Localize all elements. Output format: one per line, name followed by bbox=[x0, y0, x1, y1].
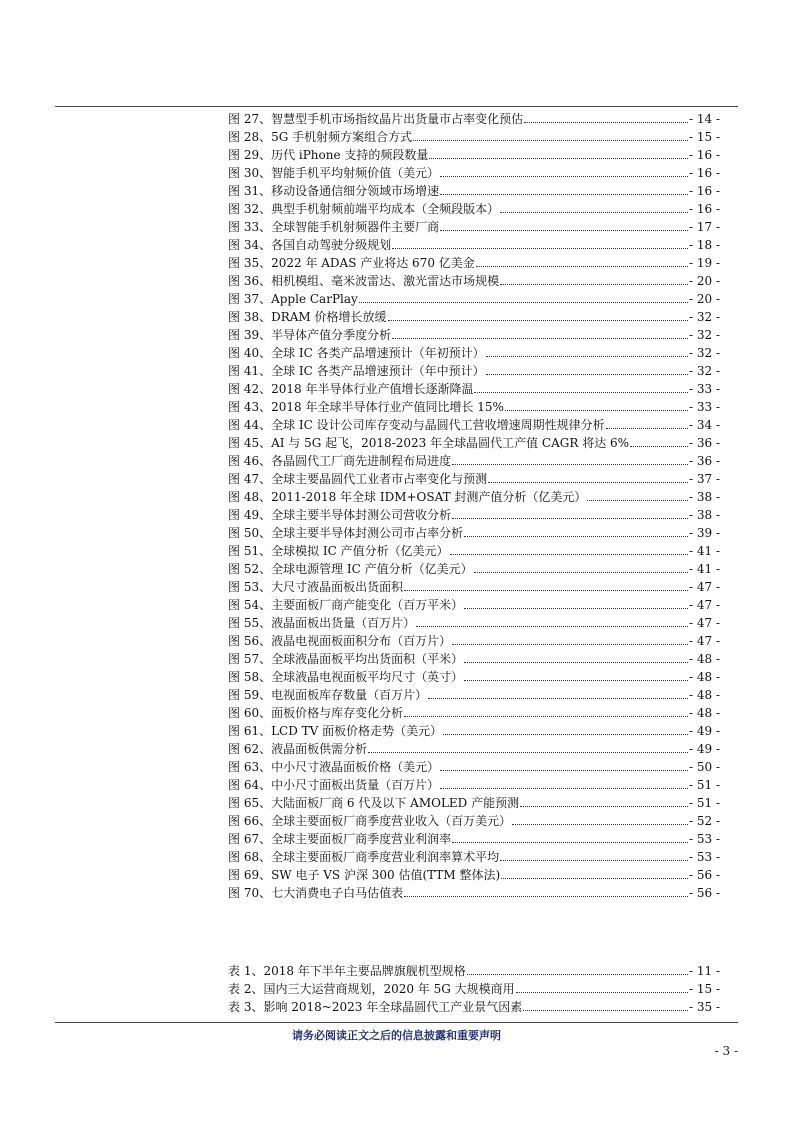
footer-rule bbox=[55, 1022, 738, 1023]
dot-leader bbox=[523, 1007, 688, 1011]
figure-toc-entry-title: 图 31、移动设备通信细分领域市场增速 bbox=[228, 184, 440, 198]
figure-toc-entry-title: 图 42、2018 年半导体行业产值增长逐渐降温 bbox=[228, 382, 474, 396]
figure-toc-entry[interactable] bbox=[228, 702, 720, 720]
figure-toc-entry-title: 图 49、全球主要半导体封测公司营收分析 bbox=[228, 508, 452, 522]
figure-toc-entry[interactable] bbox=[228, 630, 720, 648]
figure-toc-entry-page: - 48 - bbox=[688, 706, 720, 720]
figure-toc-entry[interactable] bbox=[228, 450, 720, 468]
table-toc-entry[interactable] bbox=[228, 978, 720, 996]
dot-leader bbox=[440, 191, 688, 195]
figure-toc-entry[interactable] bbox=[228, 342, 720, 360]
dot-leader bbox=[520, 803, 688, 807]
table-toc-entry-page: - 11 - bbox=[688, 964, 720, 978]
figure-toc-entry[interactable] bbox=[228, 216, 720, 234]
figure-toc-entry-page: - 32 - bbox=[688, 346, 720, 360]
figure-toc-entry-page: - 48 - bbox=[688, 652, 720, 666]
figure-toc-entry-title: 图 46、各晶圆代工厂商先进制程布局进度 bbox=[228, 454, 452, 468]
figure-toc-entry-title: 图 36、相机模组、毫米波雷达、激光雷达市场规模 bbox=[228, 274, 500, 288]
dot-leader bbox=[500, 209, 688, 213]
dot-leader bbox=[440, 227, 688, 231]
table-index-list bbox=[228, 960, 720, 1014]
dot-leader bbox=[452, 461, 688, 465]
figure-toc-entry-page: - 36 - bbox=[688, 454, 720, 468]
figure-toc-entry-page: - 56 - bbox=[688, 868, 720, 882]
figure-toc-entry-title: 图 38、DRAM 价格增长放缓 bbox=[228, 310, 387, 324]
figure-toc-entry-page: - 33 - bbox=[688, 400, 720, 414]
dot-leader bbox=[587, 497, 688, 501]
figure-toc-entry-page: - 19 - bbox=[688, 256, 720, 270]
figure-toc-entry[interactable] bbox=[228, 792, 720, 810]
figure-toc-entry[interactable] bbox=[228, 882, 720, 900]
figure-toc-entry-title: 图 39、半导体产值分季度分析 bbox=[228, 328, 392, 342]
figure-toc-entry-page: - 41 - bbox=[688, 544, 720, 558]
figure-toc-entry-page: - 16 - bbox=[688, 184, 720, 198]
dot-leader bbox=[359, 299, 688, 303]
dot-leader bbox=[486, 353, 688, 357]
figure-toc-entry-page: - 39 - bbox=[688, 526, 720, 540]
figure-toc-entry-page: - 37 - bbox=[688, 472, 720, 486]
figure-toc-entry[interactable] bbox=[228, 756, 720, 774]
figure-toc-entry-page: - 38 - bbox=[688, 508, 720, 522]
figure-toc-entry-title: 图 48、2011-2018 年全球 IDM+OSAT 封测产值分析（亿美元） bbox=[228, 490, 587, 504]
figure-toc-entry-title: 图 66、全球主要面板厂商季度营业收入（百万美元） bbox=[228, 814, 512, 828]
figure-toc-entry[interactable] bbox=[228, 126, 720, 144]
figure-toc-entry-title: 图 58、全球液晶电视面板平均尺寸（英寸） bbox=[228, 670, 464, 684]
figure-toc-entry[interactable] bbox=[228, 648, 720, 666]
figure-toc-entry-page: - 17 - bbox=[688, 220, 720, 234]
figure-toc-entry-title: 图 55、液晶面板出货量（百万片） bbox=[228, 616, 416, 630]
dot-leader bbox=[392, 245, 688, 249]
figure-toc-entry-title: 图 50、全球主要半导体封测公司市占率分析 bbox=[228, 526, 464, 540]
dot-leader bbox=[500, 281, 688, 285]
table-toc-entry-title: 表 3、影响 2018~2023 年全球晶圆代工产业景气因素 bbox=[228, 1000, 523, 1014]
figure-toc-entry-page: - 47 - bbox=[688, 634, 720, 648]
figure-toc-entry[interactable] bbox=[228, 594, 720, 612]
page-number: - 3 - bbox=[714, 1044, 738, 1058]
figure-toc-entry[interactable] bbox=[228, 666, 720, 684]
figure-toc-entry-title: 图 70、七大消费电子白马估值表 bbox=[228, 886, 404, 900]
figure-toc-entry[interactable] bbox=[228, 378, 720, 396]
figure-toc-entry-title: 图 68、全球主要面板厂商季度营业利润率算术平均 bbox=[228, 850, 500, 864]
figure-toc-entry[interactable] bbox=[228, 252, 720, 270]
dot-leader bbox=[413, 137, 688, 141]
figure-toc-entry-title: 图 57、全球液晶面板平均出货面积（平米） bbox=[228, 652, 464, 666]
figure-toc-entry[interactable] bbox=[228, 360, 720, 378]
figure-toc-entry[interactable] bbox=[228, 324, 720, 342]
figure-toc-entry-page: - 53 - bbox=[688, 832, 720, 846]
figure-toc-entry[interactable] bbox=[228, 828, 720, 846]
figure-toc-entry[interactable] bbox=[228, 180, 720, 198]
figure-toc-entry[interactable] bbox=[228, 270, 720, 288]
figure-toc-entry[interactable] bbox=[228, 540, 720, 558]
table-toc-entry-page: - 35 - bbox=[688, 1000, 720, 1014]
figure-toc-entry[interactable] bbox=[228, 396, 720, 414]
dot-leader bbox=[474, 389, 688, 393]
figure-toc-entry-title: 图 56、液晶电视面板面积分布（百万片） bbox=[228, 634, 452, 648]
dot-leader bbox=[464, 659, 688, 663]
figure-toc-entry-page: - 34 - bbox=[688, 418, 720, 432]
figure-toc-entry[interactable] bbox=[228, 504, 720, 522]
dot-leader bbox=[476, 263, 688, 267]
table-toc-entry-page: - 15 - bbox=[688, 982, 720, 996]
dot-leader bbox=[368, 749, 688, 753]
dot-leader bbox=[392, 335, 688, 339]
figure-toc-entry-page: - 16 - bbox=[688, 166, 720, 180]
figure-toc-entry-title: 图 44、全球 IC 设计公司库存变动与晶圆代工营收增速周期性规律分析 bbox=[228, 418, 605, 432]
figure-toc-entry[interactable] bbox=[228, 108, 720, 126]
figure-toc-entry-title: 图 67、全球主要面板厂商季度营业利润率 bbox=[228, 832, 452, 846]
figure-toc-entry-title: 图 43、2018 年全球半导体行业产值同比增长 15% bbox=[228, 400, 504, 414]
figure-toc-entry-title: 图 32、典型手机射频前端平均成本（全频段版本） bbox=[228, 202, 500, 216]
dot-leader bbox=[524, 119, 688, 123]
figure-toc-entry-title: 图 59、电视面板库存数量（百万片） bbox=[228, 688, 428, 702]
figure-toc-entry-title: 图 60、面板价格与库存变化分析 bbox=[228, 706, 404, 720]
figure-toc-entry[interactable] bbox=[228, 486, 720, 504]
figure-toc-entry[interactable] bbox=[228, 198, 720, 216]
dot-leader bbox=[516, 989, 688, 993]
figure-toc-entry-page: - 47 - bbox=[688, 598, 720, 612]
dot-leader bbox=[486, 371, 688, 375]
dot-leader bbox=[428, 695, 688, 699]
dot-leader bbox=[404, 893, 688, 897]
figure-toc-entry-title: 图 35、2022 年 ADAS 产业将达 670 亿美金 bbox=[228, 256, 475, 270]
figure-toc-entry-page: - 49 - bbox=[688, 742, 720, 756]
dot-leader bbox=[440, 173, 688, 177]
dot-leader bbox=[443, 731, 688, 735]
figure-toc-entry[interactable] bbox=[228, 144, 720, 162]
dot-leader bbox=[505, 407, 688, 411]
figure-toc-entry-title: 图 40、全球 IC 各类产品增速预计（年初预计） bbox=[228, 346, 485, 360]
table-toc-entry-title: 表 2、国内三大运营商规划，2020 年 5G 大规模商用 bbox=[228, 982, 515, 996]
figure-toc-entry-page: - 50 - bbox=[688, 760, 720, 774]
figure-toc-entry[interactable] bbox=[228, 774, 720, 792]
figure-toc-entry-page: - 47 - bbox=[688, 616, 720, 630]
dot-leader bbox=[440, 767, 688, 771]
figure-toc-entry[interactable] bbox=[228, 306, 720, 324]
figure-toc-entry-page: - 33 - bbox=[688, 382, 720, 396]
dot-leader bbox=[416, 623, 688, 627]
figure-index-list bbox=[228, 108, 720, 900]
table-toc-entry-title: 表 1、2018 年下半年主要品牌旗舰机型规格 bbox=[228, 964, 466, 978]
disclaimer-notice: 请务必阅读正文之后的信息披露和重要声明 bbox=[292, 1029, 501, 1042]
figure-toc-entry[interactable] bbox=[228, 468, 720, 486]
dot-leader bbox=[452, 515, 688, 519]
figure-toc-entry-page: - 53 - bbox=[688, 850, 720, 864]
figure-toc-entry-page: - 56 - bbox=[688, 886, 720, 900]
figure-toc-entry-title: 图 63、中小尺寸液晶面板价格（美元） bbox=[228, 760, 440, 774]
figure-toc-entry-title: 图 52、全球电源管理 IC 产值分析（亿美元） bbox=[228, 562, 473, 576]
figure-toc-entry[interactable] bbox=[228, 684, 720, 702]
figure-toc-entry-page: - 51 - bbox=[688, 778, 720, 792]
figure-toc-entry[interactable] bbox=[228, 558, 720, 576]
dot-leader bbox=[452, 641, 688, 645]
dot-leader bbox=[464, 677, 688, 681]
figure-toc-entry-page: - 47 - bbox=[688, 580, 720, 594]
figure-toc-entry[interactable] bbox=[228, 432, 720, 450]
figure-toc-entry[interactable] bbox=[228, 738, 720, 756]
figure-toc-entry-page: - 51 - bbox=[688, 796, 720, 810]
dot-leader bbox=[474, 569, 688, 573]
figure-toc-entry-title: 图 61、LCD TV 面板价格走势（美元） bbox=[228, 724, 443, 738]
dot-leader bbox=[388, 317, 688, 321]
figure-toc-entry-page: - 16 - bbox=[688, 148, 720, 162]
figure-toc-entry-page: - 18 - bbox=[688, 238, 720, 252]
figure-toc-entry-page: - 52 - bbox=[688, 814, 720, 828]
figure-toc-entry-title: 图 64、中小尺寸面板出货量（百万片） bbox=[228, 778, 440, 792]
figure-toc-entry-title: 图 33、全球智能手机射频器件主要厂商 bbox=[228, 220, 440, 234]
figure-toc-entry-title: 图 28、5G 手机射频方案组合方式 bbox=[228, 130, 413, 144]
figure-toc-entry[interactable] bbox=[228, 162, 720, 180]
figure-toc-entry-title: 图 37、Apple CarPlay bbox=[228, 292, 358, 306]
figure-toc-entry-page: - 48 - bbox=[688, 688, 720, 702]
figure-toc-entry-page: - 41 - bbox=[688, 562, 720, 576]
dot-leader bbox=[404, 587, 688, 591]
dot-leader bbox=[500, 857, 688, 861]
figure-toc-entry-title: 图 53、大尺寸液晶面板出货面积 bbox=[228, 580, 404, 594]
dot-leader bbox=[606, 425, 688, 429]
dot-leader bbox=[464, 605, 688, 609]
figure-toc-entry-title: 图 41、全球 IC 各类产品增速预计（年中预计） bbox=[228, 364, 485, 378]
dot-leader bbox=[488, 479, 688, 483]
dot-leader bbox=[464, 533, 688, 537]
figure-toc-entry-title: 图 54、主要面板厂商产能变化（百万平米） bbox=[228, 598, 464, 612]
figure-toc-entry-title: 图 51、全球模拟 IC 产值分析（亿美元） bbox=[228, 544, 449, 558]
figure-toc-entry-page: - 49 - bbox=[688, 724, 720, 738]
table-toc-entry[interactable] bbox=[228, 996, 720, 1014]
dot-leader bbox=[630, 443, 688, 447]
table-toc-entry[interactable] bbox=[228, 960, 720, 978]
figure-toc-entry-page: - 32 - bbox=[688, 310, 720, 324]
figure-toc-entry-title: 图 29、历代 iPhone 支持的频段数量 bbox=[228, 148, 429, 162]
figure-toc-entry-title: 图 30、智能手机平均射频价值（美元） bbox=[228, 166, 440, 180]
figure-toc-entry-page: - 32 - bbox=[688, 364, 720, 378]
figure-toc-entry[interactable] bbox=[228, 720, 720, 738]
dot-leader bbox=[429, 155, 688, 159]
figure-toc-entry-page: - 15 - bbox=[688, 130, 720, 144]
figure-toc-entry-page: - 48 - bbox=[688, 670, 720, 684]
figure-toc-entry-page: - 20 - bbox=[688, 292, 720, 306]
figure-toc-entry-title: 图 27、智慧型手机市场指纹晶片出货量市占率变化预估 bbox=[228, 112, 524, 126]
dot-leader bbox=[467, 971, 688, 975]
figure-toc-entry-page: - 14 - bbox=[688, 112, 720, 126]
figure-toc-entry[interactable] bbox=[228, 522, 720, 540]
figure-toc-entry[interactable] bbox=[228, 864, 720, 882]
figure-toc-entry-page: - 16 - bbox=[688, 202, 720, 216]
figure-toc-entry-title: 图 45、AI 与 5G 起飞，2018-2023 年全球晶圆代工产值 CAGR 将达 6% bbox=[228, 436, 630, 450]
dot-leader bbox=[404, 713, 688, 717]
figure-toc-entry-title: 图 34、各国自动驾驶分级规划 bbox=[228, 238, 392, 252]
figure-toc-entry-page: - 36 - bbox=[688, 436, 720, 450]
figure-toc-entry[interactable] bbox=[228, 234, 720, 252]
dot-leader bbox=[512, 821, 688, 825]
figure-toc-entry-title: 图 62、液晶面板供需分析 bbox=[228, 742, 368, 756]
dot-leader bbox=[501, 875, 688, 879]
header-rule bbox=[55, 106, 738, 107]
figure-toc-entry[interactable] bbox=[228, 288, 720, 306]
figure-toc-entry-page: - 20 - bbox=[688, 274, 720, 288]
figure-toc-entry[interactable] bbox=[228, 612, 720, 630]
figure-toc-entry[interactable] bbox=[228, 576, 720, 594]
figure-toc-entry-page: - 32 - bbox=[688, 328, 720, 342]
dot-leader bbox=[452, 839, 688, 843]
dot-leader bbox=[450, 551, 688, 555]
figure-toc-entry-title: 图 69、SW 电子 VS 沪深 300 估值(TTM 整体法) bbox=[228, 868, 501, 882]
figure-toc-entry[interactable] bbox=[228, 846, 720, 864]
figure-toc-entry-title: 图 65、大陆面板厂商 6 代及以下 AMOLED 产能预测 bbox=[228, 796, 520, 810]
figure-toc-entry[interactable] bbox=[228, 414, 720, 432]
dot-leader bbox=[440, 785, 688, 789]
figure-toc-entry-title: 图 47、全球主要晶圆代工业者市占率变化与预测 bbox=[228, 472, 488, 486]
figure-toc-entry-page: - 38 - bbox=[688, 490, 720, 504]
figure-toc-entry[interactable] bbox=[228, 810, 720, 828]
